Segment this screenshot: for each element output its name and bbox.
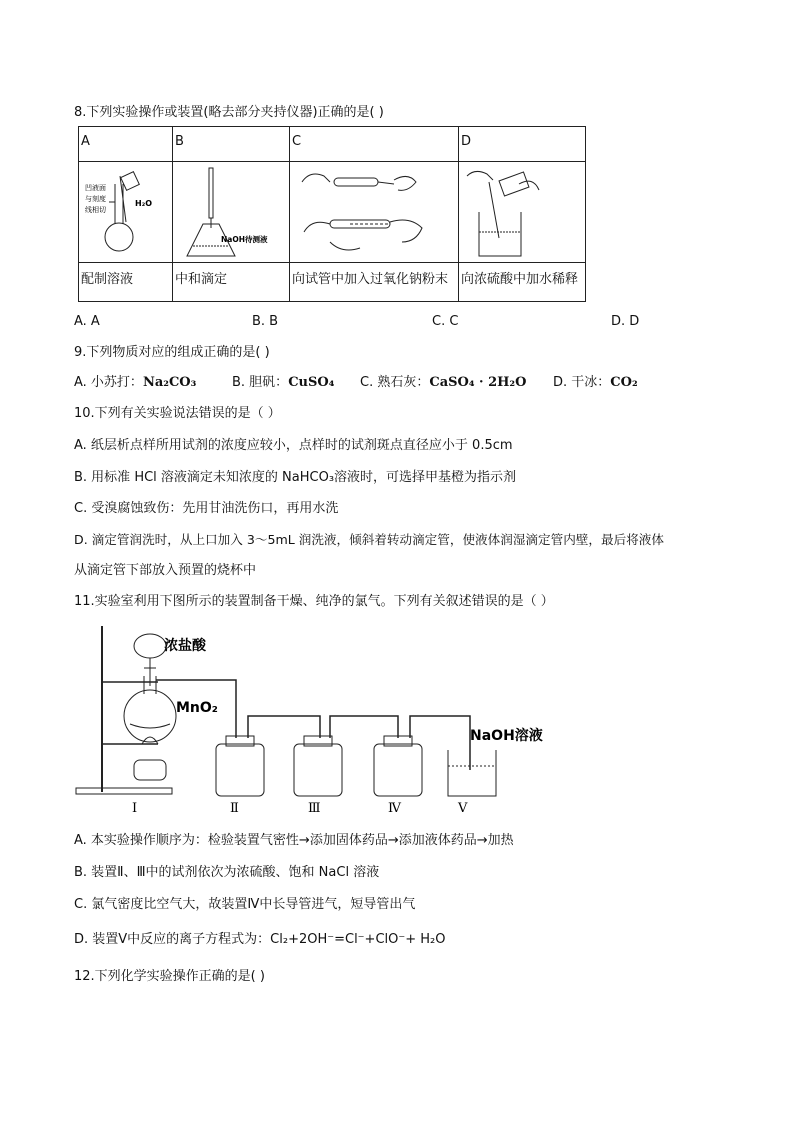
volumetric-flask-figure — [79, 162, 168, 262]
chlorine-apparatus-figure — [72, 620, 562, 820]
fig-roman-2: Ⅱ — [230, 801, 239, 816]
q9-b-label: B. 胆矾： — [232, 375, 289, 390]
q10-stem: 10.下列有关实验说法错误的是（ ） — [74, 406, 281, 421]
q9-c-label: C. 熟石灰： — [360, 375, 430, 390]
q9-a-formula: Na₂CO₃ — [142, 375, 197, 390]
q11-option-a: A. 本实验操作顺序为：检验装置气密性→添加固体药品→添加液体药品→加热 — [74, 833, 514, 848]
q11-stem: 11.实验室利用下图所示的装置制备干燥、纯净的氯气。下列有关叙述错误的是（ ） — [74, 594, 554, 609]
q8-caption-c: 向试管中加入过氧化钠粉末 — [290, 263, 459, 302]
q10-option-a: A. 纸层析点样所用试剂的浓度应较小，点样时的试剂斑点直径应小于 0.5cm — [74, 438, 513, 453]
q8-caption-d: 向浓硫酸中加水稀释 — [459, 263, 586, 302]
q8-img-a-label-1: 凹液面 — [85, 184, 106, 192]
fig-label-acid: 浓盐酸 — [164, 638, 206, 654]
q8-image-c — [290, 162, 459, 263]
q11-option-d: D. 装置Ⅴ中反应的离子方程式为：Cl₂+2OH⁻=Cl⁻+ClO⁻+ H₂O — [74, 932, 446, 947]
fig-roman-5: Ⅴ — [458, 801, 468, 816]
q9-option-c — [360, 374, 526, 392]
q8-image-a — [79, 162, 173, 263]
q8-option-d: D. D — [611, 314, 640, 329]
q9-option-d — [553, 374, 638, 392]
q8-img-a-water: H₂O — [135, 199, 152, 208]
q8-table — [78, 126, 586, 302]
q9-b-formula: CuSO₄ — [288, 375, 335, 390]
fig-roman-3: Ⅲ — [308, 801, 321, 816]
q8-caption-b: 中和滴定 — [173, 263, 290, 302]
q11-option-c: C. 氯气密度比空气大，故装置Ⅳ中长导管进气，短导管出气 — [74, 897, 416, 912]
q8-header-c: C — [290, 127, 459, 162]
q12-stem: 12.下列化学实验操作正确的是( ) — [74, 969, 265, 984]
q8-header-a: A — [79, 127, 173, 162]
q8-stem: 8.下列实验操作或装置(略去部分夹持仪器)正确的是( ) — [74, 105, 384, 120]
fig-roman-4: Ⅳ — [388, 801, 401, 816]
fig-label-naoh: NaOH溶液 — [470, 728, 543, 744]
dilution-figure — [459, 162, 581, 262]
q11-option-b: B. 装置Ⅱ、Ⅲ中的试剂依次为浓硫酸、饱和 NaCl 溶液 — [74, 865, 380, 880]
fig-roman-1: I — [132, 801, 138, 816]
q8-option-b: B. B — [252, 314, 279, 329]
q9-c-formula: CaSO₄ · 2H₂O — [429, 375, 527, 390]
q9-stem: 9.下列物质对应的组成正确的是( ) — [74, 345, 270, 360]
q8-image-d — [459, 162, 586, 263]
q8-img-a-label-2: 与刻度 — [85, 195, 106, 203]
q8-caption-a: 配制溶液 — [79, 263, 173, 302]
test-tube-figure — [290, 162, 454, 262]
q9-a-label: A. 小苏打： — [74, 375, 143, 390]
q10-option-d-line2: 从滴定管下部放入预置的烧杯中 — [74, 563, 257, 578]
q9-d-label: D. 干冰： — [553, 375, 611, 390]
q10-option-c: C. 受溴腐蚀致伤：先用甘油洗伤口，再用水洗 — [74, 501, 339, 516]
q8-image-b — [173, 162, 290, 263]
q8-header-b: B — [173, 127, 290, 162]
q9-option-b — [232, 374, 334, 392]
q8-img-b-label: NaOH待测液 — [221, 235, 268, 244]
q8-img-a-label-3: 线相切 — [85, 206, 106, 214]
titration-figure — [173, 162, 285, 262]
q9-option-a — [74, 374, 196, 392]
q9-d-formula: CO₂ — [610, 375, 638, 390]
q8-header-d: D — [459, 127, 586, 162]
q8-option-a: A. A — [74, 314, 100, 329]
fig-label-mno2: MnO₂ — [176, 700, 218, 716]
q8-option-c: C. C — [432, 314, 459, 329]
q10-option-b: B. 用标准 HCl 溶液滴定未知浓度的 NaHCO₃溶液时，可选择甲基橙为指示剂 — [74, 470, 517, 485]
q10-option-d-line1: D. 滴定管润洗时，从上口加入 3～5mL 润洗液，倾斜着转动滴定管，使液体润湿滴定管内壁，最后将液体 — [74, 532, 664, 547]
